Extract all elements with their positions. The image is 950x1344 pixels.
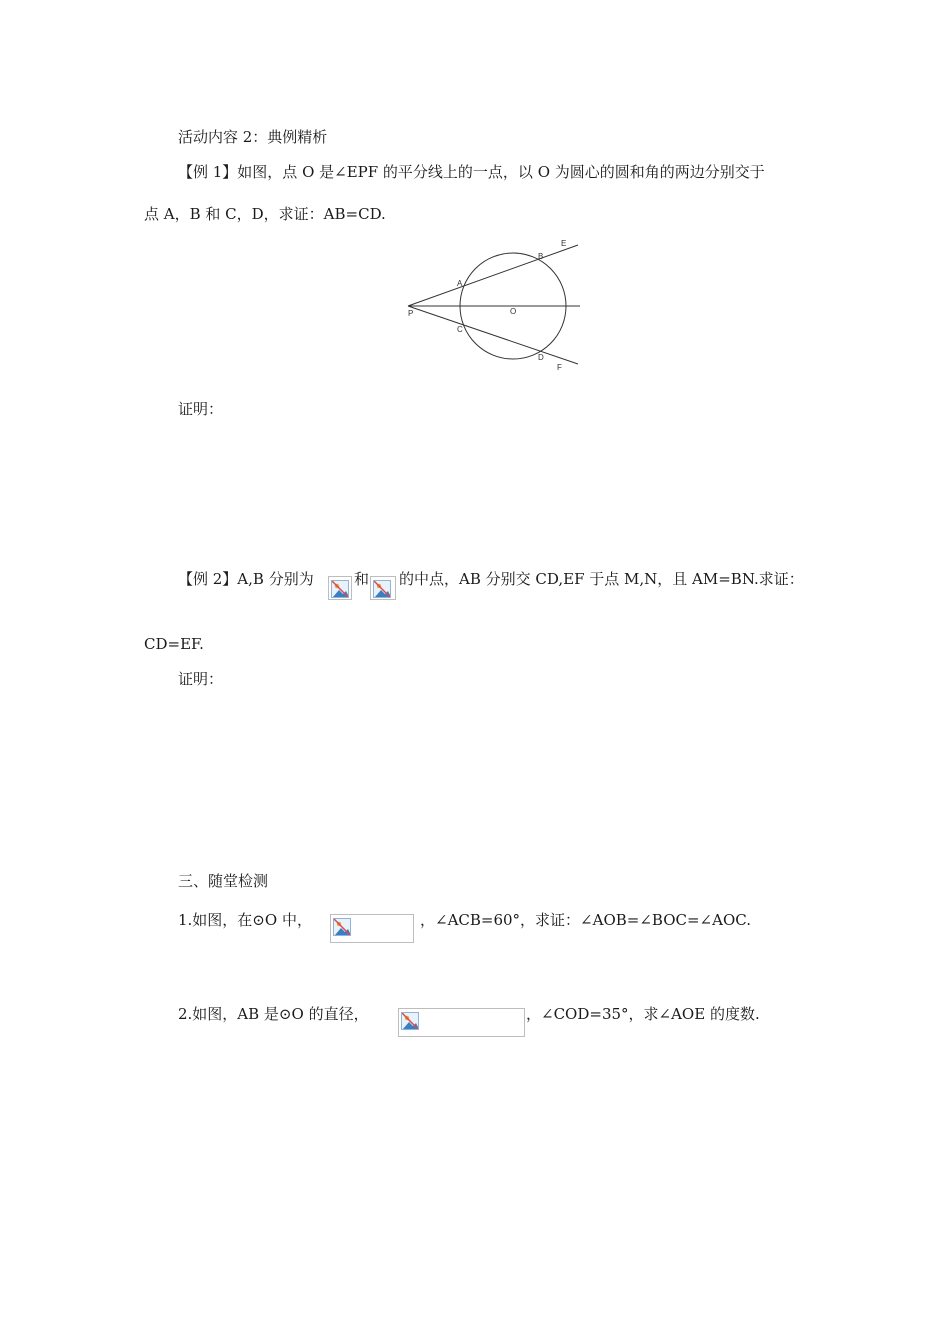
example2-proof-label: 证明： <box>178 670 224 688</box>
example2-part3: 的中点，AB 分别交 CD,EF 于点 M,N，且 AM=BN.求证： <box>399 570 804 588</box>
label-c: C <box>457 325 463 334</box>
label-p: P <box>408 309 414 318</box>
ray-pe <box>408 245 578 306</box>
broken-image-icon <box>333 918 351 936</box>
section3-heading: 三、随堂检测 <box>178 872 269 890</box>
example1-statement-line2: 点 A，B 和 C，D，求证：AB=CD. <box>144 205 386 223</box>
arc-image-1 <box>328 576 352 600</box>
q2-image <box>398 1008 525 1037</box>
broken-image-icon <box>331 580 349 598</box>
q2-suffix: ，∠COD=35°，求∠AOE 的度数. <box>526 1005 760 1023</box>
label-b: B <box>538 252 544 261</box>
broken-image-icon <box>401 1012 419 1030</box>
example2-part1: 【例 2】A,B 分别为 <box>178 570 314 588</box>
q2-prefix: 2.如图，AB 是⊙O 的直径， <box>178 1005 369 1023</box>
arc-image-2 <box>370 576 396 600</box>
label-d: D <box>538 353 544 362</box>
label-f: F <box>557 363 562 372</box>
q1-image <box>330 914 414 943</box>
section-heading: 活动内容 2：典例精析 <box>178 128 328 146</box>
label-e: E <box>561 239 567 248</box>
example1-figure <box>400 236 590 376</box>
example2-line2: CD=EF. <box>144 635 204 653</box>
example2-part2: 和 <box>354 570 370 588</box>
broken-image-icon <box>373 580 391 598</box>
label-o: O <box>510 307 517 316</box>
q1-prefix: 1.如图，在⊙O 中， <box>178 911 312 929</box>
example1-statement-line1: 【例 1】如图，点 O 是∠EPF 的平分线上的一点，以 O 为圆心的圆和角的两边分别交于 <box>178 163 765 181</box>
label-a: A <box>457 279 463 288</box>
example1-proof-label: 证明： <box>178 400 224 418</box>
q1-suffix: ，∠ACB=60°，求证：∠AOB=∠BOC=∠AOC. <box>420 911 751 929</box>
